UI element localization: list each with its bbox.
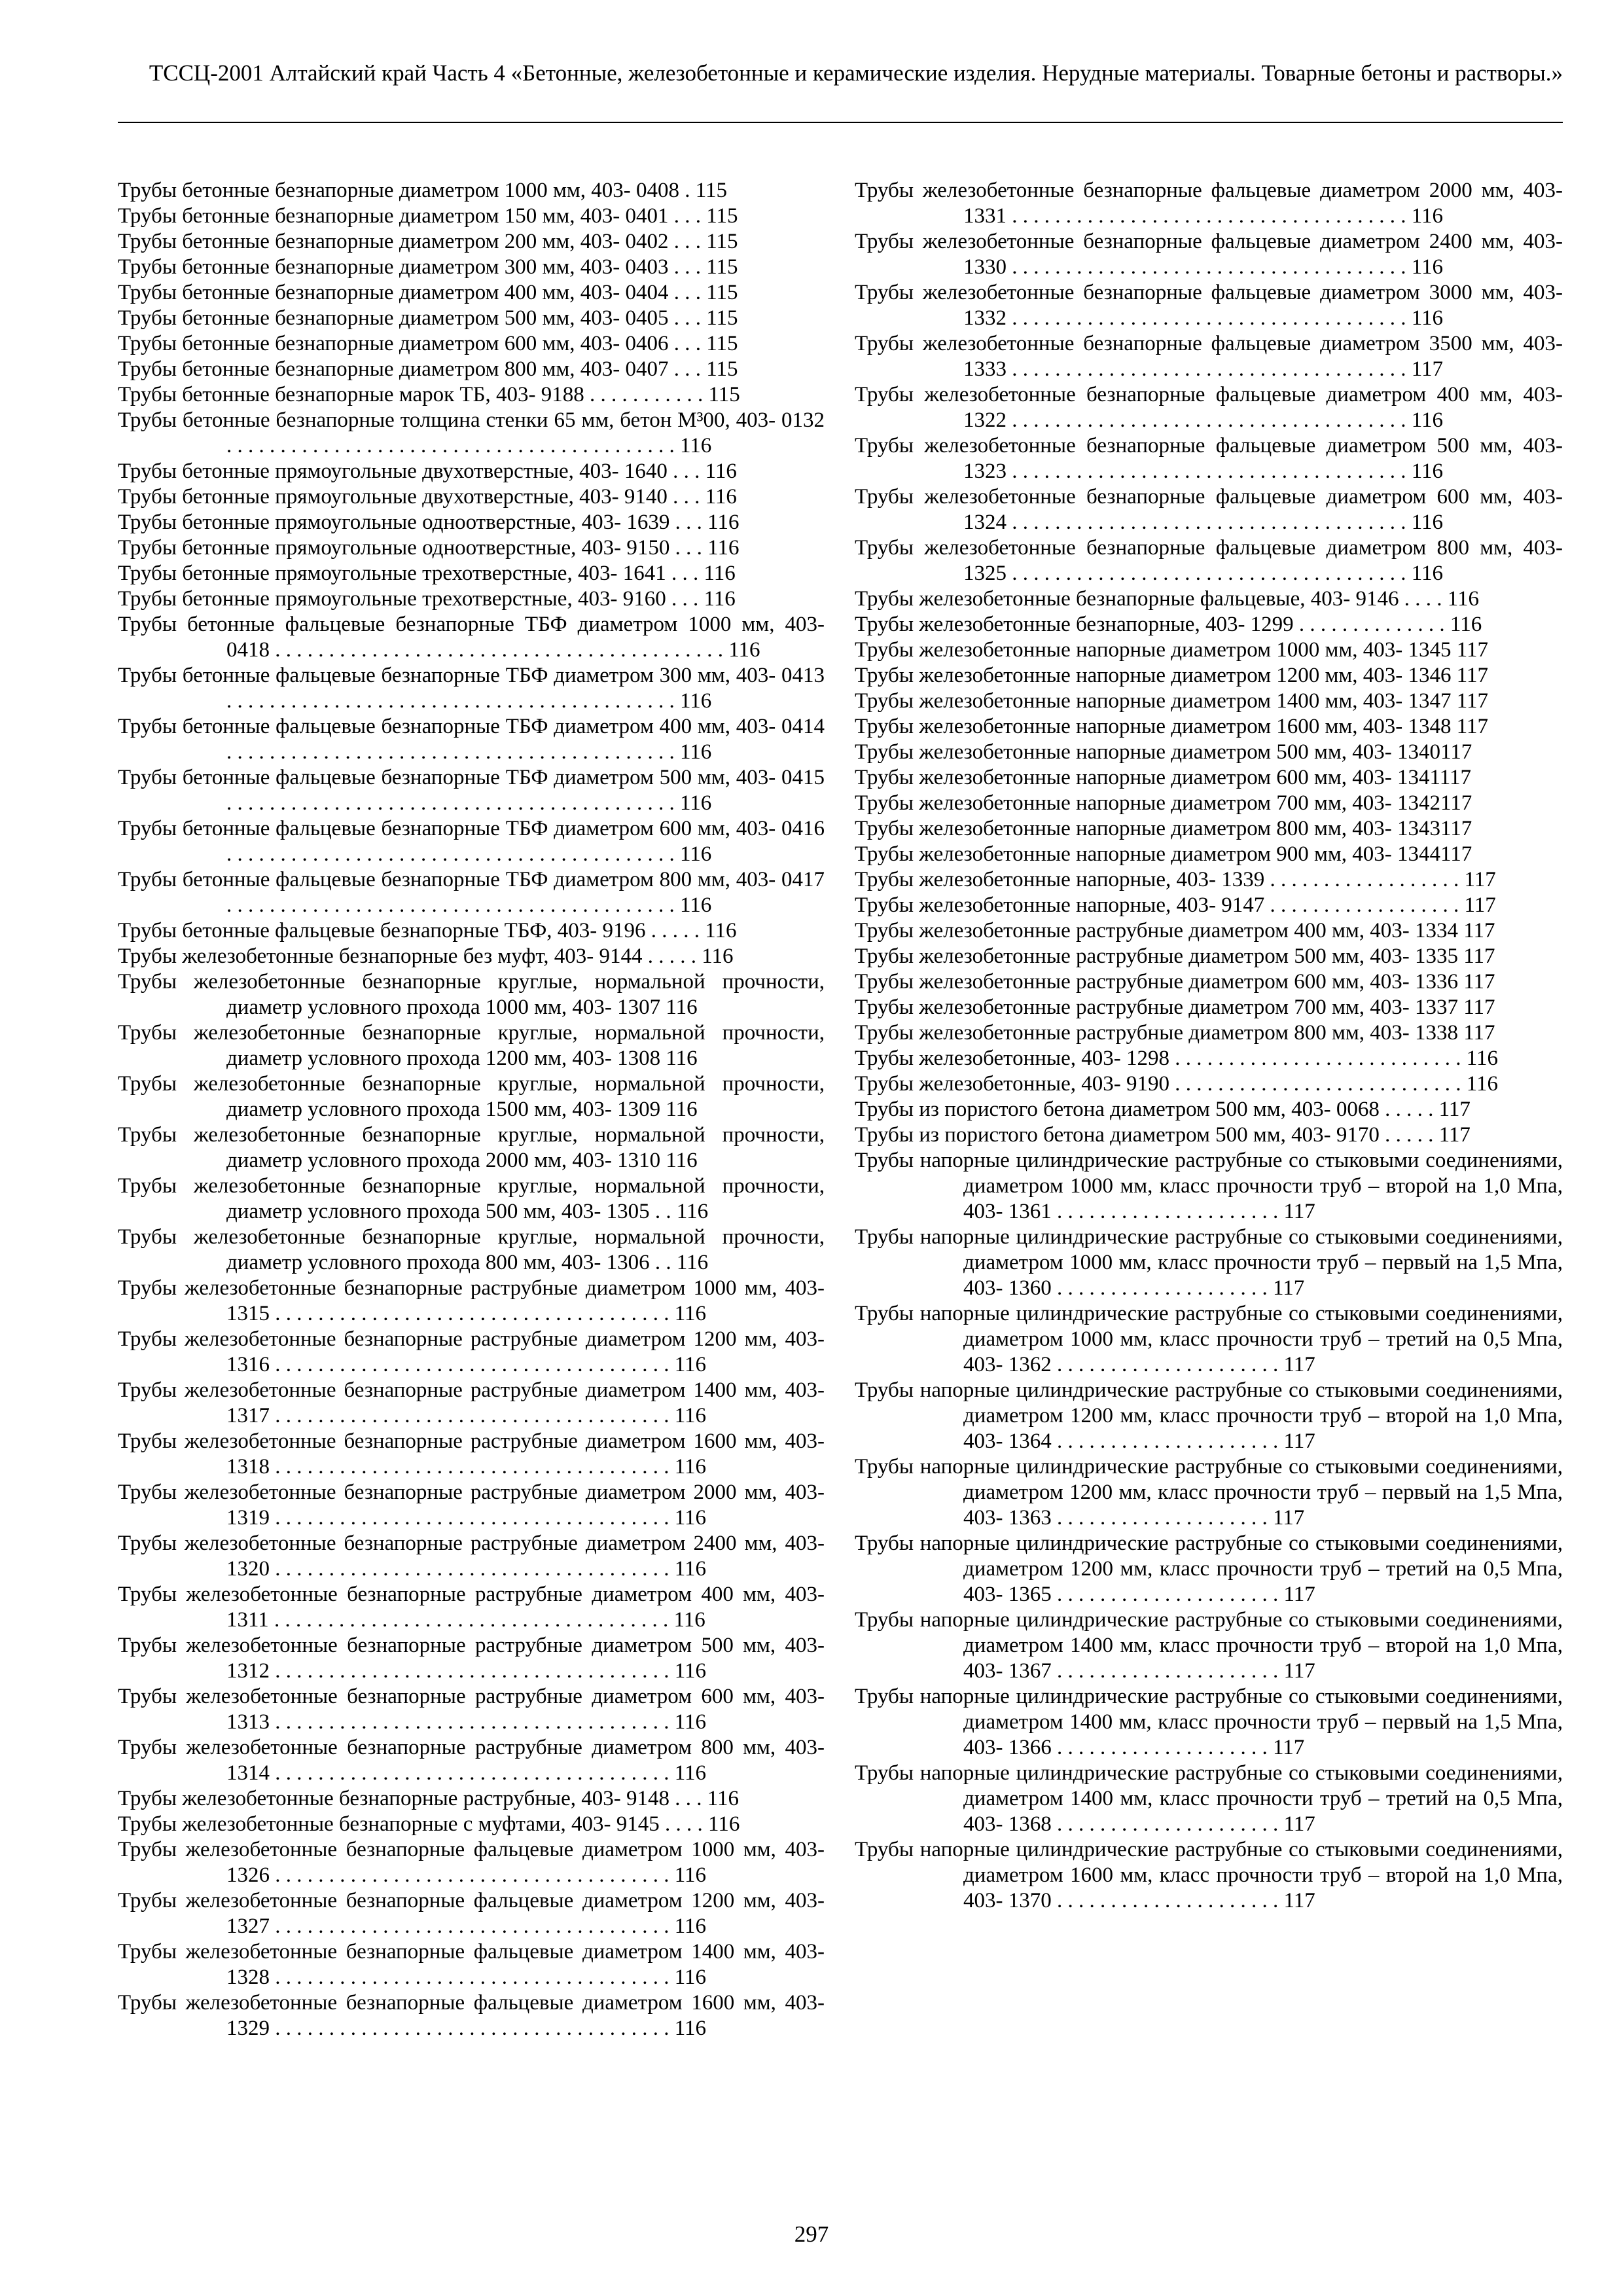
index-entry: Трубы железобетонные безнапорные без муфт, 403- 9144 . . . . . 116 xyxy=(118,944,734,968)
index-entry: Трубы железобетонные безнапорные круглые, нормальной прочности, диаметр условного прохода 1200 мм, 403- 1308 116 xyxy=(118,1021,825,1070)
index-entry: Трубы железобетонные безнапорные круглые, нормальной прочности, диаметр условного прохода 1500 мм, 403- 1309 116 xyxy=(118,1072,825,1121)
index-entry: Трубы железобетонные раструбные диаметром 500 мм, 403- 1335 117 xyxy=(855,944,1495,968)
index-entry: Трубы железобетонные раструбные диаметром 800 мм, 403- 1338 117 xyxy=(855,1021,1495,1045)
index-entry: Трубы железобетонные безнапорные фальцевые диаметром 2400 мм, 403- 1330 . . . . . . . . . . . . . . . . . . . . . . . . . . . . . . . . . . . . . 116 xyxy=(855,230,1563,279)
index-entry: Трубы железобетонные безнапорные круглые, нормальной прочности, диаметр условного прохода 1000 мм, 403- 1307 116 xyxy=(118,970,825,1019)
index-entry: Трубы напорные цилиндрические раструбные со стыковыми соединениями, диаметром 1400 мм, класс прочности труб – третий на 0,5 Мпа, 403- 1368 . . . . . . . . . . . . . . . . . . . . . 117 xyxy=(855,1761,1563,1836)
index-entry: Трубы бетонные прямоугольные одноотверстные, 403- 9150 . . . 116 xyxy=(118,536,740,560)
index-entry: Трубы напорные цилиндрические раструбные со стыковыми соединениями, диаметром 1200 мм, класс прочности труб – третий на 0,5 Мпа, 403- 1365 . . . . . . . . . . . . . . . . . . . . . 117 xyxy=(855,1532,1563,1606)
index-entry: Трубы железобетонные безнапорные раструбные диаметром 800 мм, 403- 1314 . . . . . . . . . . . . . . . . . . . . . . . . . . . . . . . . . . . . . 116 xyxy=(118,1736,825,1785)
index-entry: Трубы бетонные фальцевые безнапорные ТБФ, 403- 9196 . . . . . 116 xyxy=(118,919,737,942)
index-entry: Трубы железобетонные безнапорные фальцевые диаметром 1400 мм, 403- 1328 . . . . . . . . . . . . . . . . . . . . . . . . . . . . . . . . . . . . . 116 xyxy=(118,1940,825,1989)
index-entry: Трубы железобетонные раструбные диаметром 600 мм, 403- 1336 117 xyxy=(855,970,1495,994)
index-entry: Трубы железобетонные безнапорные круглые, нормальной прочности, диаметр условного прохода 800 мм, 403- 1306 . . 116 xyxy=(118,1225,825,1274)
index-entry: Трубы бетонные безнапорные диаметром 200 мм, 403- 0402 . . . 115 xyxy=(118,230,738,253)
index-entry: Трубы напорные цилиндрические раструбные со стыковыми соединениями, диаметром 1600 мм, класс прочности труб – второй на 1,0 Мпа, 403- 1370 . . . . . . . . . . . . . . . . . . . . . 117 xyxy=(855,1838,1563,1912)
index-entry: Трубы бетонные фальцевые безнапорные ТБФ диаметром 600 мм, 403- 0416 . . . . . . . . . . . . . . . . . . . . . . . . . . . . . . . . . . . . . . . . . . 116 xyxy=(118,817,825,866)
index-entry: Трубы железобетонные безнапорные раструбные диаметром 600 мм, 403- 1313 . . . . . . . . . . . . . . . . . . . . . . . . . . . . . . . . . . . . . 116 xyxy=(118,1685,825,1734)
index-entry: Трубы железобетонные безнапорные круглые, нормальной прочности, диаметр условного прохода 2000 мм, 403- 1310 116 xyxy=(118,1123,825,1172)
index-entry: Трубы железобетонные раструбные диаметром 700 мм, 403- 1337 117 xyxy=(855,996,1495,1019)
index-entry: Трубы железобетонные напорные, 403- 1339 . . . . . . . . . . . . . . . . . . 117 xyxy=(855,868,1496,891)
index-entry: Трубы железобетонные безнапорные фальцевые диаметром 2000 мм, 403- 1331 . . . . . . . . . . . . . . . . . . . . . . . . . . . . . . . . . . . . . 116 xyxy=(855,179,1563,228)
index-entry: Трубы бетонные безнапорные диаметром 600 мм, 403- 0406 . . . 115 xyxy=(118,332,738,355)
index-entry: Трубы напорные цилиндрические раструбные со стыковыми соединениями, диаметром 1000 мм, класс прочности труб – второй на 1,0 Мпа, 403- 1361 . . . . . . . . . . . . . . . . . . . . . 117 xyxy=(855,1149,1563,1223)
index-entry: Трубы бетонные фальцевые безнапорные ТБФ диаметром 500 мм, 403- 0415 . . . . . . . . . . . . . . . . . . . . . . . . . . . . . . . . . . . . . . . . . . 116 xyxy=(118,766,825,815)
index-entry: Трубы железобетонные безнапорные с муфтами, 403- 9145 . . . . 116 xyxy=(118,1812,740,1836)
index-entry: Трубы железобетонные напорные, 403- 9147 . . . . . . . . . . . . . . . . . . 117 xyxy=(855,893,1496,917)
index-entry: Трубы железобетонные напорные диаметром 1200 мм, 403- 1346 117 xyxy=(855,664,1488,687)
index-entry: Трубы железобетонные напорные диаметром 900 мм, 403- 1344117 xyxy=(855,842,1472,866)
index-entry: Трубы бетонные безнапорные диаметром 400 мм, 403- 0404 . . . 115 xyxy=(118,281,738,304)
index-entry: Трубы бетонные безнапорные диаметром 500 мм, 403- 0405 . . . 115 xyxy=(118,306,738,330)
index-entry: Трубы железобетонные безнапорные раструбные диаметром 1600 мм, 403- 1318 . . . . . . . . . . . . . . . . . . . . . . . . . . . . . . . . . . . . . 116 xyxy=(118,1429,825,1479)
index-entry: Трубы железобетонные напорные диаметром 500 мм, 403- 1340117 xyxy=(855,740,1472,764)
index-entry: Трубы бетонные фальцевые безнапорные ТБФ диаметром 800 мм, 403- 0417 . . . . . . . . . . . . . . . . . . . . . . . . . . . . . . . . . . . . . . . . . . 116 xyxy=(118,868,825,917)
index-entry: Трубы железобетонные безнапорные фальцевые диаметром 3000 мм, 403- 1332 . . . . . . . . . . . . . . . . . . . . . . . . . . . . . . . . . . . . . 116 xyxy=(855,281,1563,330)
index-entry: Трубы железобетонные безнапорные фальцевые диаметром 600 мм, 403- 1324 . . . . . . . . . . . . . . . . . . . . . . . . . . . . . . . . . . . . . 116 xyxy=(855,485,1563,534)
index-entry: Трубы из пористого бетона диаметром 500 мм, 403- 9170 . . . . . 117 xyxy=(855,1123,1471,1147)
index-entry: Трубы бетонные фальцевые безнапорные ТБФ диаметром 1000 мм, 403- 0418 . . . . . . . . . . . . . . . . . . . . . . . . . . . . . . . . . . . . . . . . . . 116 xyxy=(118,613,825,662)
index-entry: Трубы напорные цилиндрические раструбные со стыковыми соединениями, диаметром 1000 мм, класс прочности труб – третий на 0,5 Мпа, 403- 1362 . . . . . . . . . . . . . . . . . . . . . 117 xyxy=(855,1302,1563,1376)
index-entry: Трубы бетонные прямоугольные двухотверстные, 403- 1640 . . . 116 xyxy=(118,459,737,483)
index-entry: Трубы бетонные прямоугольные трехотверстные, 403- 1641 . . . 116 xyxy=(118,562,736,585)
page-number: 297 xyxy=(794,2221,829,2247)
index-entry: Трубы железобетонные напорные диаметром 600 мм, 403- 1341117 xyxy=(855,766,1472,789)
index-entry: Трубы напорные цилиндрические раструбные со стыковыми соединениями, диаметром 1400 мм, класс прочности труб – первый на 1,5 Мпа, 403- 1366 . . . . . . . . . . . . . . . . . . . . 117 xyxy=(855,1685,1563,1759)
index-entry: Трубы бетонные прямоугольные трехотверстные, 403- 9160 . . . 116 xyxy=(118,587,736,611)
index-entry: Трубы бетонные безнапорные марок ТБ, 403- 9188 . . . . . . . . . . . 115 xyxy=(118,383,740,406)
index-entry: Трубы железобетонные, 403- 9190 . . . . . . . . . . . . . . . . . . . . . . . . . . . 116 xyxy=(855,1072,1499,1096)
index-entry: Трубы напорные цилиндрические раструбные со стыковыми соединениями, диаметром 1000 мм, класс прочности труб – первый на 1,5 Мпа, 403- 1360 . . . . . . . . . . . . . . . . . . . . 117 xyxy=(855,1225,1563,1300)
index-entry: Трубы железобетонные безнапорные фальцевые диаметром 500 мм, 403- 1323 . . . . . . . . . . . . . . . . . . . . . . . . . . . . . . . . . . . . . 116 xyxy=(855,434,1563,483)
header-divider xyxy=(118,122,1563,123)
index-entry: Трубы железобетонные, 403- 1298 . . . . . . . . . . . . . . . . . . . . . . . . . . . 116 xyxy=(855,1047,1499,1070)
index-entry: Трубы бетонные безнапорные диаметром 300 мм, 403- 0403 . . . 115 xyxy=(118,255,738,279)
page-header: ТССЦ-2001 Алтайский край Часть 4 «Бетонные, железобетонные и керамические изделия. Нерудные материалы. Товарные бетоны и растворы.» xyxy=(149,60,1563,86)
index-entry: Трубы железобетонные безнапорные фальцевые диаметром 1600 мм, 403- 1329 . . . . . . . . . . . . . . . . . . . . . . . . . . . . . . . . . . . . . 116 xyxy=(118,1991,825,2040)
index-entry: Трубы железобетонные безнапорные фальцевые диаметром 1000 мм, 403- 1326 . . . . . . . . . . . . . . . . . . . . . . . . . . . . . . . . . . . . . 116 xyxy=(118,1838,825,1887)
index-entry: Трубы железобетонные напорные диаметром 700 мм, 403- 1342117 xyxy=(855,791,1472,815)
index-entry: Трубы железобетонные безнапорные раструбные, 403- 9148 . . . 116 xyxy=(118,1787,739,1810)
index-entry: Трубы бетонные прямоугольные одноотверстные, 403- 1639 . . . 116 xyxy=(118,511,740,534)
index-entry: Трубы из пористого бетона диаметром 500 мм, 403- 0068 . . . . . 117 xyxy=(855,1098,1471,1121)
index-entry: Трубы железобетонные раструбные диаметром 400 мм, 403- 1334 117 xyxy=(855,919,1495,942)
index-entry: Трубы железобетонные напорные диаметром 1000 мм, 403- 1345 117 xyxy=(855,638,1488,662)
index-entry: Трубы бетонные безнапорные толщина стенки 65 мм, бетон М³00, 403- 0132 . . . . . . . . . . . . . . . . . . . . . . . . . . . . . . . . . . . . . . . . . . 116 xyxy=(118,408,825,457)
index-entry: Трубы напорные цилиндрические раструбные со стыковыми соединениями, диаметром 1200 мм, класс прочности труб – первый на 1,5 Мпа, 403- 1363 . . . . . . . . . . . . . . . . . . . . 117 xyxy=(855,1455,1563,1530)
index-entry: Трубы железобетонные безнапорные раструбные диаметром 500 мм, 403- 1312 . . . . . . . . . . . . . . . . . . . . . . . . . . . . . . . . . . . . . 116 xyxy=(118,1634,825,1683)
index-entry: Трубы железобетонные безнапорные фальцевые диаметром 400 мм, 403- 1322 . . . . . . . . . . . . . . . . . . . . . . . . . . . . . . . . . . . . . 116 xyxy=(855,383,1563,432)
index-column-left xyxy=(118,178,825,2041)
index-entry: Трубы бетонные безнапорные диаметром 800 мм, 403- 0407 . . . 115 xyxy=(118,357,738,381)
index-entry: Трубы железобетонные безнапорные раструбные диаметром 1200 мм, 403- 1316 . . . . . . . . . . . . . . . . . . . . . . . . . . . . . . . . . . . . . 116 xyxy=(118,1327,825,1376)
index-entry: Трубы железобетонные безнапорные раструбные диаметром 2000 мм, 403- 1319 . . . . . . . . . . . . . . . . . . . . . . . . . . . . . . . . . . . . . 116 xyxy=(118,1480,825,1530)
index-entry: Трубы напорные цилиндрические раструбные со стыковыми соединениями, диаметром 1400 мм, класс прочности труб – второй на 1,0 Мпа, 403- 1367 . . . . . . . . . . . . . . . . . . . . . 117 xyxy=(855,1608,1563,1683)
index-entry: Трубы бетонные фальцевые безнапорные ТБФ диаметром 300 мм, 403- 0413 . . . . . . . . . . . . . . . . . . . . . . . . . . . . . . . . . . . . . . . . . . 116 xyxy=(118,664,825,713)
index-entry: Трубы бетонные безнапорные диаметром 1000 мм, 403- 0408 . 115 xyxy=(118,179,728,202)
index-entry: Трубы железобетонные безнапорные раструбные диаметром 1000 мм, 403- 1315 . . . . . . . . . . . . . . . . . . . . . . . . . . . . . . . . . . . . . 116 xyxy=(118,1276,825,1325)
index-entry: Трубы железобетонные напорные диаметром 1400 мм, 403- 1347 117 xyxy=(855,689,1488,713)
index-entry: Трубы железобетонные безнапорные раструбные диаметром 2400 мм, 403- 1320 . . . . . . . . . . . . . . . . . . . . . . . . . . . . . . . . . . . . . 116 xyxy=(118,1532,825,1581)
index-entry: Трубы железобетонные безнапорные фальцевые диаметром 3500 мм, 403- 1333 . . . . . . . . . . . . . . . . . . . . . . . . . . . . . . . . . . . . . 117 xyxy=(855,332,1563,381)
index-entry: Трубы железобетонные безнапорные фальцевые, 403- 9146 . . . . 116 xyxy=(855,587,1480,611)
index-column-right xyxy=(855,178,1563,1914)
index-entry: Трубы бетонные фальцевые безнапорные ТБФ диаметром 400 мм, 403- 0414 . . . . . . . . . . . . . . . . . . . . . . . . . . . . . . . . . . . . . . . . . . 116 xyxy=(118,715,825,764)
index-entry: Трубы железобетонные безнапорные раструбные диаметром 1400 мм, 403- 1317 . . . . . . . . . . . . . . . . . . . . . . . . . . . . . . . . . . . . . 116 xyxy=(118,1378,825,1427)
index-entry: Трубы железобетонные безнапорные фальцевые диаметром 800 мм, 403- 1325 . . . . . . . . . . . . . . . . . . . . . . . . . . . . . . . . . . . . . 116 xyxy=(855,536,1563,585)
index-entry: Трубы железобетонные напорные диаметром 1600 мм, 403- 1348 117 xyxy=(855,715,1488,738)
index-entry: Трубы бетонные безнапорные диаметром 150 мм, 403- 0401 . . . 115 xyxy=(118,204,738,228)
index-entry: Трубы железобетонные напорные диаметром 800 мм, 403- 1343117 xyxy=(855,817,1472,840)
index-entry: Трубы железобетонные безнапорные, 403- 1299 . . . . . . . . . . . . . . 116 xyxy=(855,613,1482,636)
index-entry: Трубы железобетонные безнапорные раструбные диаметром 400 мм, 403- 1311 . . . . . . . . . . . . . . . . . . . . . . . . . . . . . . . . . . . . . 116 xyxy=(118,1583,825,1632)
index-entry: Трубы железобетонные безнапорные фальцевые диаметром 1200 мм, 403- 1327 . . . . . . . . . . . . . . . . . . . . . . . . . . . . . . . . . . . . . 116 xyxy=(118,1889,825,1938)
index-entry: Трубы железобетонные безнапорные круглые, нормальной прочности, диаметр условного прохода 500 мм, 403- 1305 . . 116 xyxy=(118,1174,825,1223)
index-entry: Трубы напорные цилиндрические раструбные со стыковыми соединениями, диаметром 1200 мм, класс прочности труб – второй на 1,0 Мпа, 403- 1364 . . . . . . . . . . . . . . . . . . . . . 117 xyxy=(855,1378,1563,1453)
index-entry: Трубы бетонные прямоугольные двухотверстные, 403- 9140 . . . 116 xyxy=(118,485,737,509)
